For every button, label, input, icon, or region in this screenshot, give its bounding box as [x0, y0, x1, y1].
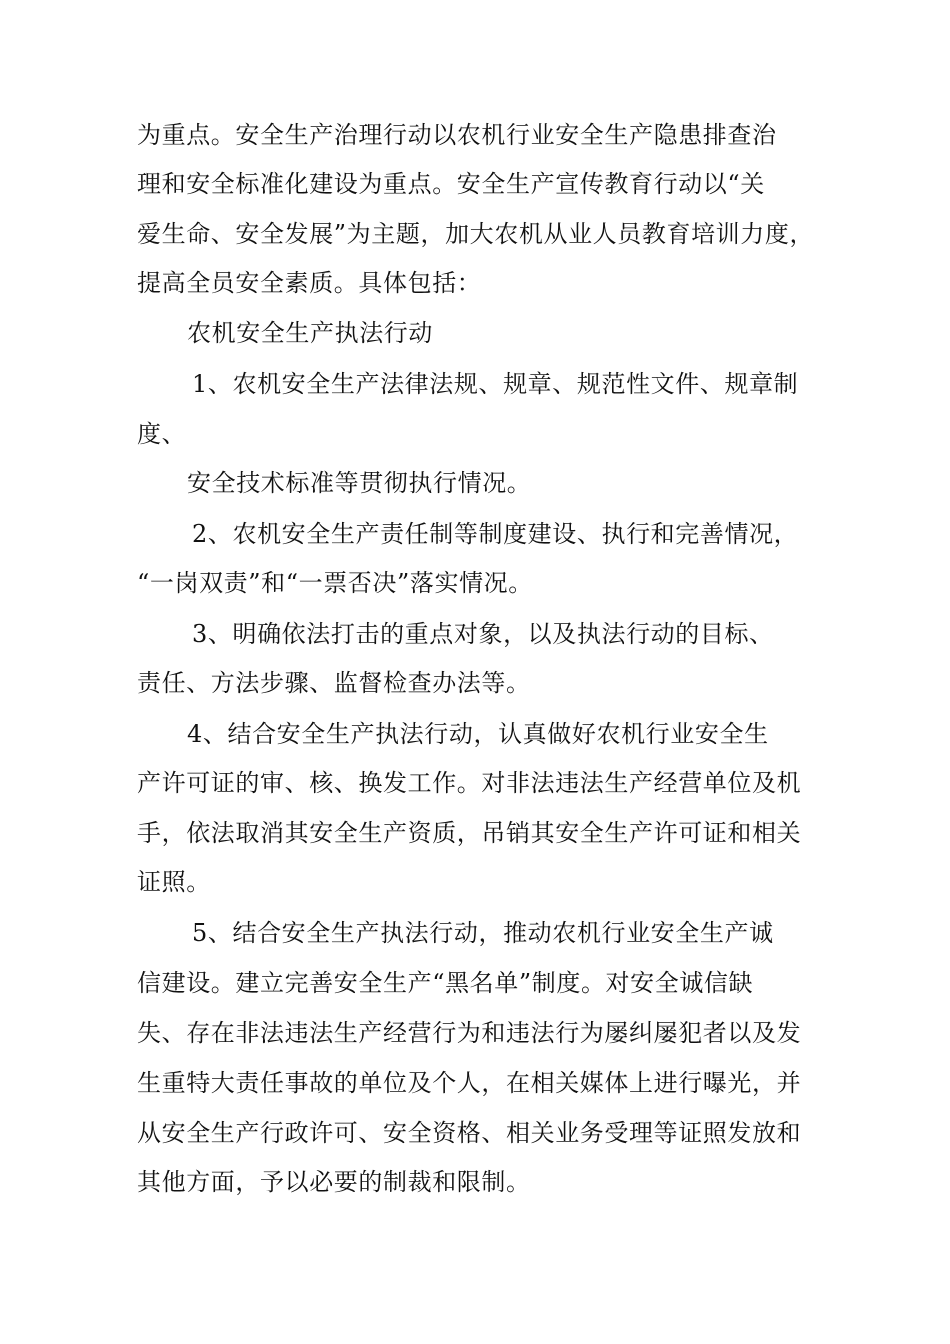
text-line: 其他方面，予以必要的制裁和限制。: [137, 1168, 531, 1196]
text-line: 为重点。安全生产治理行动以农机行业安全生产隐患排查治: [137, 121, 777, 149]
text-line: 2、农机安全生产责任制等制度建设、执行和完善情况，: [192, 520, 799, 548]
text-line: 失、存在非法违法生产经营行为和违法行为屡纠屡犯者以及发: [137, 1019, 802, 1047]
text-line: 证照。: [137, 868, 211, 896]
text-line: 度、: [137, 420, 187, 448]
text-line: 爱生命、安全发展”为主题，加大农机从业人员教育培训力度，: [137, 220, 815, 248]
text-line: 责任、方法步骤、监督检查办法等。: [137, 669, 531, 697]
text-line: 5、结合安全生产执法行动，推动农机行业安全生产诚: [192, 919, 774, 947]
text-line: 从安全生产行政许可、安全资格、相关业务受理等证照发放和: [137, 1119, 802, 1147]
text-line: 产许可证的审、核、换发工作。对非法违法生产经营单位及机: [137, 769, 802, 797]
text-line: 1、农机安全生产法律法规、规章、规范性文件、规章制: [192, 370, 799, 398]
section-heading: 农机安全生产执法行动: [187, 319, 433, 347]
text-line: 3、明确依法打击的重点对象，以及执法行动的目标、: [192, 620, 774, 648]
text-line: “一岗双责”和“一票否决”落实情况。: [137, 569, 533, 597]
text-line: 生重特大责任事故的单位及个人，在相关媒体上进行曝光，并: [137, 1069, 802, 1097]
text-line: 手，依法取消其安全生产资质，吊销其安全生产许可证和相关: [137, 819, 802, 847]
text-line: 信建设。建立完善安全生产“黑名单”制度。对安全诚信缺: [137, 969, 754, 997]
text-line: 安全技术标准等贯彻执行情况。: [187, 469, 532, 497]
text-line: 4、结合安全生产执法行动，认真做好农机行业安全生: [187, 720, 769, 748]
text-line: 理和安全标准化建设为重点。安全生产宣传教育行动以“关: [137, 170, 765, 198]
text-line: 提高全员安全素质。具体包括：: [137, 269, 482, 297]
